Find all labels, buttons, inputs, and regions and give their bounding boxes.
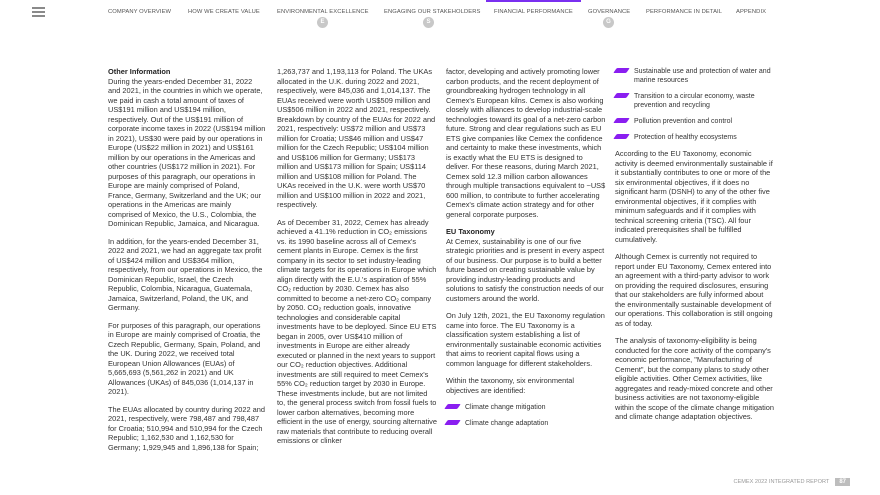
nav-engaging-stakeholders[interactable]: ENGAGING OUR STAKEHOLDERS [384,9,481,15]
taxes-paragraph: During the years-ended December 31, 2022 and 2021, in the countries in which we operate, we paid in cash a total amount of taxes of US$191 million and US$194 million, respectively. Out of the US$191 million of corporate income taxes in 2022 (US$194 million in 2021), US$30 were paid by our operations in Europe (US$22 million in 2021) and US$161 million by our operations in the Americas and other countries (US$172 million in 2021). For purposes of this paragraph, our operations in Europe are mainly comprised of Poland, France, Germany, Switzerland and the UK; our operations in the Americas are mainly comprised of Mexico, the U.S., Colombia, the Dominican Republic, Jamaica, and Nicaragua. [108,76,266,228]
eu-taxonomy-heading: EU Taxonomy [446,227,495,236]
co2-reduction-paragraph: As of December 31, 2022, Cemex has already achieved a 41.1% reduction in CO₂ emissions vs. its 1990 baseline across all of Cemex's cement plants in Europe. Cemex is the first company in its sector to set industry-leading climate targets for its operations in Europe which align directly with the E.U.'s aspiration of 55% CO₂ reduction by 2030. Cemex has also committed to become a net-zero CO₂ company by 2050. CO₂ reduction goals, innovative technologies and considerable capital investments have to be deployed. Since EU ETS began in 2005, over US$410 million of investments in Europe are either already executed or planned in the next years to support our CO₂ reduction objectives. Additional investments are still required to meet Cemex's 55% CO₂ reduction target by 2030 in Europe. These investments include, but are not limited to, the general process switch from fossil fuels to lower carbon alternatives, becoming more efficient in the use of energy, sourcing alternative raw materials that contribute to reducing overall emissions or clinker [277,217,437,445]
eligibility-analysis-paragraph: The analysis of taxonomy-eligibility is being conducted for the core activity of the company's economic performance, "Manufacturing of Cement", but the company plans to study other eligible activities. Other Cemex activities, like aggregates and ready-mixed concrete and other business activities are not taxonomy-eligible within the scope of the climate change mitigation and climate change adaptation objectives. [615,336,774,421]
objective-list-item [615,92,775,110]
objective-list-item [615,117,775,126]
objective-bullet-icon [613,93,630,98]
nav-environmental-excellence[interactable]: ENVIRONMENTAL EXCELLENCE [277,9,369,15]
objective-bullet-icon [444,404,461,409]
eua-value-paragraph: 1,263,737 and 1,193,113 for Poland. The UKAs allocated in the U.K. during 2022 and 2021, respectively, were 845,036 and 1,014,137. The EUAs received were worth US$509 million and US$506 million in 2022 and 2021, respectively. Breakdown by country of the EUAs for 2022 and 2021, respectively: US$72 million and US$73 million for Croatia; US$46 million and US$47 million for the Czech Republic; US$104 million and US$106 million for Germany; US$173 million and US$173 million for Spain; US$114 million and US$108 million for Poland. The UKAs received in the U.K. were worth US$70 million and US$100 million in 2022 and 2021, respectively. [277,67,436,209]
nav-company-overview[interactable]: COMPANY OVERVIEW [108,9,172,15]
carbon-products-paragraph: factor, developing and actively promoting lower carbon products, and the recent deployment of groundbreaking hydrogen technology in all Cemex's European kilns. Cemex is also working closely with alliances to develop industrial-scale technologies toward its goal of a net-zero carbon future. Strong and clear regulations such as EU ETS give companies like Cemex the confidence and certainty to make these investments, which is exactly what the EU ETS is designed to deliver. For these reasons, during March 2021, Cemex sold 12.3 million carbon allowances through multiple transactions equivalent to ~US$ 600 million, to contribute to further accelerating Cemex's climate action strategy and for other general corporate purposes. [446,67,606,219]
menu-icon[interactable] [32,7,45,18]
sustainability-paragraph: At Cemex, sustainability is one of our five strategic priorities and is present in every aspect of our business. Our purpose is to build a better future based on creating sustainable value by providing industry-leading products and solutions to satisfy the construction needs of our customers around the world. [446,236,605,303]
nav-financial-performance[interactable]: FINANCIAL PERFORMANCE [494,9,573,15]
objective-list-item [615,67,775,85]
nav-performance-in-detail[interactable]: PERFORMANCE IN DETAIL [646,9,723,15]
column-4 [615,67,775,430]
objectives-intro-paragraph: Within the taxonomy, six environmental objectives are identified: [446,376,575,395]
column-3 [446,67,606,435]
governance-badge-icon: G [603,17,614,28]
column-1 [108,67,266,460]
objective-list-item [446,419,606,428]
eua-by-country-paragraph: The EUAs allocated by country during 2022 and 2021, respectively, were 798,487 and 798,487 for Croatia; 510,994 and 510,994 for the Czech Republic; 1,162,530 and 1,162,530 for Germany; 1,929,945 and 1,896,138 for Spain; [108,404,265,452]
top-navigation [108,0,880,40]
objective-label: Protection of healthy ecosystems [634,134,737,141]
tax-profit-paragraph: In addition, for the years-ended December 31, 2022 and 2021, we had an aggregate tax profit of US$424 million and US$364 million, respectively, from our operations in Mexico, the Dominican Republic, Israel, the Czech Republic, Colombia, Nicaragua, Guatemala, Jamaica, Switzerland, Poland, the UK, and Germany. [108,236,263,312]
objective-list-item [615,133,775,142]
objective-label: Transition to a circular economy, waste prevention and recycling [634,93,755,109]
column-2 [277,67,437,454]
nav-governance[interactable]: GOVERNANCE [588,9,631,15]
nav-how-we-create-value[interactable]: HOW WE CREATE VALUE [188,9,260,15]
nav-appendix[interactable]: APPENDIX [736,9,767,15]
objective-label: Climate change adaptation [465,420,549,427]
social-badge-icon: S [423,17,434,28]
allowances-paragraph: For purposes of this paragraph, our operations in Europe are mainly comprised of Croatia, the Czech Republic, Germany, Spain, Poland, and the UK. During 2022, we received total European Union Allowances (EUAs) of 5,665,693 (5,561,262 in 2021) and UK Allowances (UKAs) of 845,036 (1,014,137 in 2021). [108,320,261,396]
environmental-badge-icon: E [317,17,328,28]
other-information-heading: Other Information [108,67,171,76]
objective-bullet-icon [613,134,630,139]
objective-label: Sustainable use and protection of water and marine resources [634,68,771,84]
page-footer [733,478,850,486]
report-title: CEMEX 2022 INTEGRATED REPORT [733,479,830,485]
page-number: 87 [835,478,850,486]
objective-label: Pollution prevention and control [634,118,733,125]
objective-list-item [446,403,606,412]
taxonomy-sustainable-paragraph: According to the EU Taxonomy, economic activity is deemed environmentally sustainable if it substantially contributes to one or more of the six environmental objectives, if it does no significant harm (DSNH) to any of the other five environmental objectives, if it complies with minimum safeguards and if it complies with technical screening criteria (TSC). All four indicated prerequisites shall be fulfilled cumulatively. [615,149,773,244]
objective-bullet-icon [613,118,630,123]
reporting-agreement-paragraph: Although Cemex is currently not required to report under EU Taxonomy, Cemex entered into an agreement with a third-party advisor to work on providing the required disclosures, ensuring that our stakeholders are fully informed about the environmentally sustainable development of our operations. This collaboration is still ongoing as of today. [615,252,773,328]
objective-label: Climate change mitigation [465,404,546,411]
taxonomy-regulation-paragraph: On July 12th, 2021, the EU Taxonomy regulation came into force. The EU Taxonomy is a classification system establishing a list of environmentally sustainable economic activities that aims to reorient capital flows using a common language for different stakeholders. [446,311,605,368]
objective-bullet-icon [613,68,630,73]
objective-bullet-icon [444,420,461,425]
